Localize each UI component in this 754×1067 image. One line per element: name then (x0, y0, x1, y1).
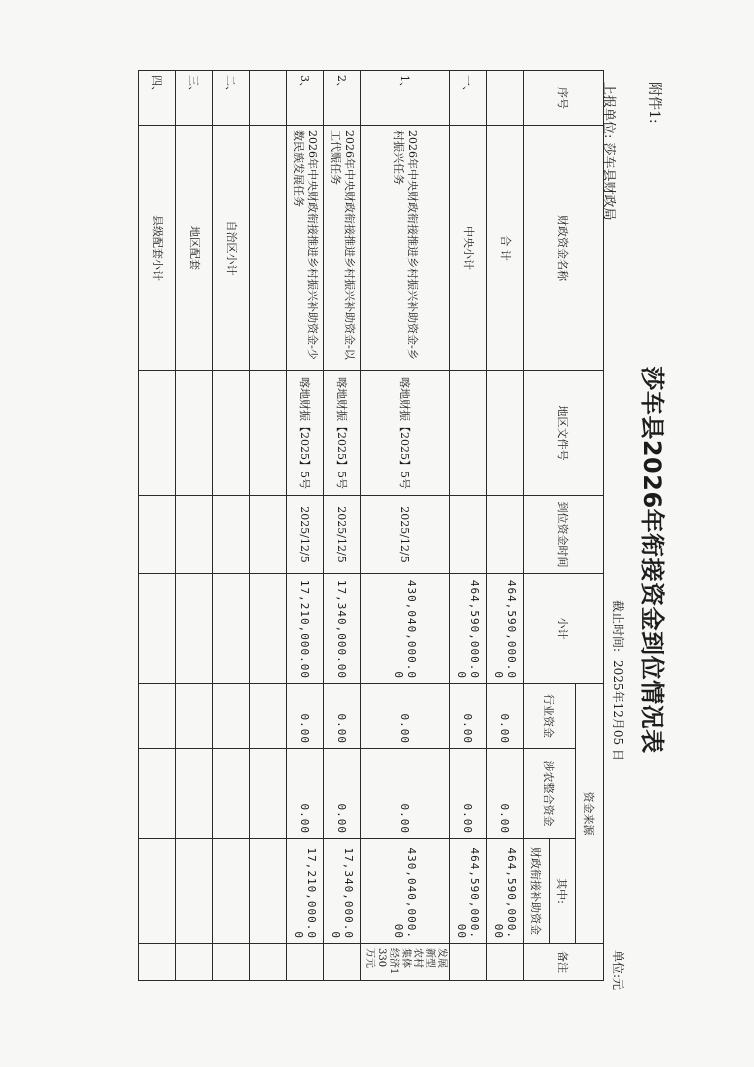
table-body (139, 71, 524, 981)
row-fund-name: 合 计 (487, 126, 524, 371)
deadline-label: 截止时间: (611, 600, 625, 653)
row-fiscal-link-subsidy: 464,590,000.00 (450, 839, 487, 944)
row-industry-fund: 0.00 (324, 684, 361, 749)
row-arrival-time (250, 496, 287, 574)
row-subtotal (250, 574, 287, 684)
row-agri-integration: 0.00 (450, 749, 487, 839)
row-doc-no (213, 371, 250, 496)
row-remarks (250, 944, 287, 981)
row-remarks (287, 944, 324, 981)
col-subtotal: 小计 (524, 574, 604, 684)
row-seq: 四、 (139, 71, 176, 126)
unit-label: 单位:元 (611, 950, 625, 991)
table-row (450, 71, 487, 981)
table-row (213, 71, 250, 981)
row-fund-name (250, 126, 287, 371)
row-fund-name: 2026年中央财政衔接推进乡村振兴补助资金-以工代赈任务 (324, 126, 361, 371)
row-fiscal-link-subsidy: 17,340,000.00 (324, 839, 361, 944)
row-arrival-time (487, 496, 524, 574)
col-industry-fund: 行业资金 (524, 684, 576, 749)
row-subtotal: 430,040,000.00 (361, 574, 450, 684)
row-industry-fund: 0.00 (487, 684, 524, 749)
page-title: 莎车县2026年衔接资金到位情况表 (638, 366, 666, 754)
row-arrival-time: 2025/12/5 (361, 496, 450, 574)
deadline (610, 600, 627, 761)
row-subtotal (213, 574, 250, 684)
row-doc-no: 喀地财振【2025】5号 (287, 371, 324, 496)
deadline-value: 2025年12月05 日 (611, 660, 625, 761)
row-fiscal-link-subsidy: 17,210,000.00 (287, 839, 324, 944)
table-row (176, 71, 213, 981)
row-subtotal: 464,590,000.00 (450, 574, 487, 684)
reporter-label: 上报单位: 莎车县财政局 (601, 82, 616, 221)
row-doc-no (176, 371, 213, 496)
row-arrival-time (139, 496, 176, 574)
table-row (139, 71, 176, 981)
col-remarks: 备注 (524, 944, 604, 981)
row-fund-name: 中央小计 (450, 126, 487, 371)
row-fiscal-link-subsidy (176, 839, 213, 944)
row-fund-name: 县级配套小计 (139, 126, 176, 371)
row-agri-integration (139, 749, 176, 839)
col-fund-name: 财政资金名称 (524, 126, 604, 371)
col-of-which: 其中: (550, 839, 576, 944)
row-fund-name: 2026年中央财政衔接推进乡村振兴补助资金-乡村振兴任务 (361, 126, 450, 371)
row-fund-name: 自治区小计 (213, 126, 250, 371)
row-subtotal (139, 574, 176, 684)
table-row (250, 71, 287, 981)
row-agri-integration: 0.00 (487, 749, 524, 839)
col-agri-integration: 涉农整合资金 (524, 749, 576, 839)
table-row (324, 71, 361, 981)
table-row (287, 71, 324, 981)
row-agri-integration (176, 749, 213, 839)
row-subtotal: 17,210,000.00 (287, 574, 324, 684)
row-agri-integration: 0.00 (361, 749, 450, 839)
row-doc-no (250, 371, 287, 496)
row-fiscal-link-subsidy: 464,590,000.00 (487, 839, 524, 944)
row-agri-integration (250, 749, 287, 839)
row-industry-fund (250, 684, 287, 749)
row-fiscal-link-subsidy (213, 839, 250, 944)
row-arrival-time: 2025/12/5 (287, 496, 324, 574)
row-arrival-time (176, 496, 213, 574)
row-doc-no: 喀地财振【2025】5号 (324, 371, 361, 496)
row-industry-fund (213, 684, 250, 749)
col-arrival-time: 到位资金时间 (524, 496, 604, 574)
row-arrival-time (450, 496, 487, 574)
row-fund-name: 地区配套 (176, 126, 213, 371)
col-fiscal-link-subsidy: 财政衔接补助资金 (524, 839, 550, 944)
row-industry-fund (139, 684, 176, 749)
row-seq: 1、 (361, 71, 450, 126)
row-fund-name: 2026年中央财政衔接推进乡村振兴补助资金-少数民族发展任务 (287, 126, 324, 371)
row-arrival-time (213, 496, 250, 574)
row-seq: 3、 (287, 71, 324, 126)
row-doc-no (450, 371, 487, 496)
row-agri-integration: 0.00 (287, 749, 324, 839)
table-row (487, 71, 524, 981)
row-subtotal (176, 574, 213, 684)
row-seq (250, 71, 287, 126)
col-fund-source: 资金来源 (576, 684, 604, 944)
row-fiscal-link-subsidy: 430,040,000.00 (361, 839, 450, 944)
row-industry-fund (176, 684, 213, 749)
row-agri-integration: 0.00 (324, 749, 361, 839)
table-row (361, 71, 450, 981)
row-doc-no (487, 371, 524, 496)
row-industry-fund: 0.00 (361, 684, 450, 749)
col-doc-no: 地区文件号 (524, 371, 604, 496)
row-agri-integration (213, 749, 250, 839)
row-subtotal: 17,340,000.00 (324, 574, 361, 684)
row-remarks (324, 944, 361, 981)
row-remarks (176, 944, 213, 981)
row-seq: 三、 (176, 71, 213, 126)
header-row-1 (576, 71, 604, 981)
funds-table (138, 70, 604, 981)
row-industry-fund: 0.00 (287, 684, 324, 749)
row-remarks (139, 944, 176, 981)
row-seq: 2、 (324, 71, 361, 126)
row-seq (487, 71, 524, 126)
col-seq: 序号 (524, 71, 604, 126)
row-remarks (450, 944, 487, 981)
row-doc-no (139, 371, 176, 496)
row-arrival-time: 2025/12/5 (324, 496, 361, 574)
row-seq: 二、 (213, 71, 250, 126)
row-remarks (487, 944, 524, 981)
row-remarks (213, 944, 250, 981)
row-subtotal: 464,590,000.00 (487, 574, 524, 684)
row-doc-no: 喀地财振【2025】5号 (361, 371, 450, 496)
row-industry-fund: 0.00 (450, 684, 487, 749)
row-remarks: 发展新型农村集体经济1330万元 (361, 944, 450, 981)
row-seq: 一、 (450, 71, 487, 126)
attachment-label: 附件1: (646, 82, 662, 124)
row-fiscal-link-subsidy (250, 839, 287, 944)
row-fiscal-link-subsidy (139, 839, 176, 944)
